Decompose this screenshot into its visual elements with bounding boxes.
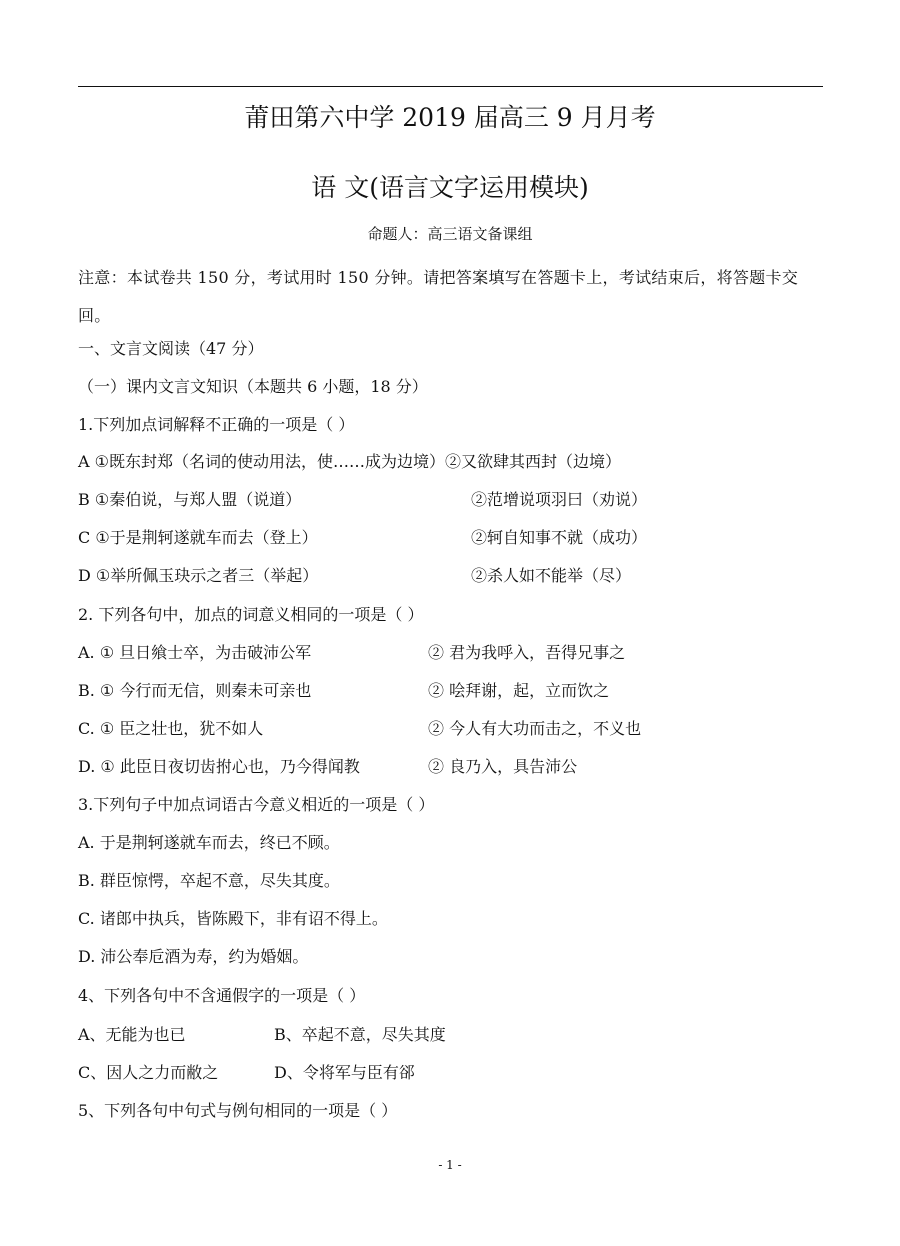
question-setter: 命题人：高三语文备课组: [367, 225, 533, 243]
q1-option-b-right: ②范增说项羽曰（劝说）: [471, 490, 648, 509]
question-5-stem: 5、下列各句中句式与例句相同的一项是（ ）: [78, 1101, 398, 1120]
exam-subtitle: 语 文(语言文字运用模块): [311, 173, 589, 202]
q3-option-c: C. 诸郎中执兵，皆陈殿下，非有诏不得上。: [78, 909, 388, 928]
q2-option-c-left: C. ① 臣之壮也，犹不如人: [78, 719, 264, 738]
q1-option-d-left: D ①举所佩玉玦示之者三（举起）: [78, 566, 319, 585]
question-1-stem: 1.下列加点词解释不正确的一项是（ ）: [78, 415, 355, 434]
question-4-stem: 4、下列各句中不含通假字的一项是（ ）: [78, 986, 366, 1005]
q1-option-c-left: C ①于是荆轲遂就车而去（登上）: [78, 528, 318, 547]
q2-option-d-right: ② 良乃入，具告沛公: [428, 757, 578, 776]
q4-option-c: C、因人之力而敝之: [78, 1063, 219, 1082]
question-3-stem: 3.下列句子中加点词语古今意义相近的一项是（ ）: [78, 795, 435, 814]
exam-notice: 注意：本试卷共 150 分，考试用时 150 分钟。请把答案填写在答题卡上，考试结束后，将答题卡交回。: [78, 268, 799, 325]
q4-option-b: B、卒起不意，尽失其度: [274, 1025, 446, 1044]
top-rule: [78, 86, 823, 87]
q1-option-c-right: ②轲自知事不就（成功）: [471, 528, 648, 547]
q2-option-c-right: ② 今人有大功而击之，不义也: [428, 719, 642, 738]
page-number: - 1 -: [438, 1158, 462, 1172]
subsection-heading: （一）课内文言文知识（本题共 6 小题，18 分）: [78, 377, 428, 396]
q3-option-a: A. 于是荆轲遂就车而去，终已不顾。: [78, 833, 340, 852]
question-2-stem: 2. 下列各句中，加点的词意义相同的一项是（ ）: [78, 605, 424, 624]
q3-option-b: B. 群臣惊愕，卒起不意，尽失其度。: [78, 871, 340, 890]
q3-option-d: D. 沛公奉卮酒为寿，约为婚姻。: [78, 947, 309, 966]
q2-option-d-left: D. ① 此臣日夜切齿拊心也，乃今得闻教: [78, 757, 360, 776]
q1-option-d-right: ②杀人如不能举（尽）: [471, 566, 632, 585]
q1-option-a: A ①既东封郑（名词的使动用法，使……成为边境）②又欲肆其西封（边境）: [78, 452, 621, 471]
exam-title: 莆田第六中学 2019 届高三 9 月月考: [244, 103, 656, 132]
q2-option-b-right: ② 哙拜谢，起，立而饮之: [428, 681, 610, 700]
q2-option-a-left: A. ① 旦日飨士卒，为击破沛公军: [78, 643, 312, 662]
q2-option-b-left: B. ① 今行而无信，则秦未可亲也: [78, 681, 312, 700]
q2-option-a-right: ② 君为我呼入，吾得兄事之: [428, 643, 626, 662]
q1-option-b-left: B ①秦伯说，与郑人盟（说道）: [78, 490, 302, 509]
q4-option-d: D、令将军与臣有郤: [274, 1063, 415, 1082]
q4-option-a: A、无能为也已: [78, 1025, 186, 1044]
section-heading: 一、文言文阅读（47 分）: [78, 339, 264, 358]
